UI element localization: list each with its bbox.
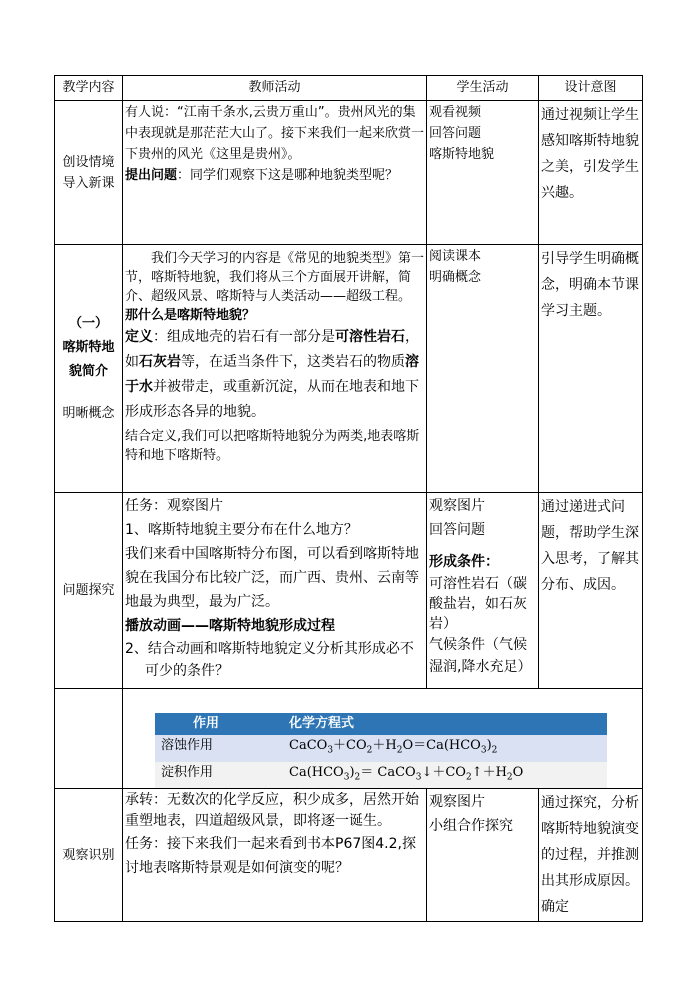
intro-student-2: 回答问题 (429, 126, 482, 141)
deposition-name: 淀积作用 (155, 762, 273, 789)
observe-student-2: 小组合作探究 (429, 818, 513, 835)
explore-student-1: 观察图片 (429, 498, 485, 514)
lesson-plan-table (54, 75, 643, 922)
row-intro (55, 101, 643, 245)
observe-design-text: 通过探究，分析喀斯特地貌演变的过程，并推测出其形成原因。确定 (541, 795, 639, 916)
concept-design-text: 引导学生明确概念，明确本节课学习主题。 (541, 251, 639, 319)
header-student: 学生活动 (427, 76, 539, 101)
observe-student-1: 观察图片 (429, 794, 485, 811)
observe-transition: 承转：无数次的化学反应，积少成多，居然开始重塑地表，四道超级风景，即将逐一诞生。 (125, 792, 419, 830)
header-content: 教学内容 (55, 76, 123, 101)
ask-question-text: ：同学们观察下这是哪种地貌类型呢？ (177, 168, 399, 183)
intro-content-cell (55, 101, 123, 245)
dissolve-in-water: 溶于水 (125, 354, 419, 395)
concept-design-cell (539, 245, 643, 493)
observe-student-cell (427, 789, 539, 922)
row-observe (55, 789, 643, 922)
concept-student-cell (427, 245, 539, 493)
intro-teacher-text: 有人说：“江南千条水,云贵万重山”。贵州风光的集中表现就是那茫茫大山了。接下来我们一起来欣赏一下贵州的风光《这里是贵州》。 (125, 105, 425, 162)
soluble-rock: 可溶性岩石 (335, 329, 405, 345)
row-concept (55, 245, 643, 493)
concept-definition: 定义：组成地壳的岩石有一部分是可溶性岩石，如石灰岩等，在适当条件下，这类岩石的物质溶于水并被带走，或重新沉淀，从而在地表和地下形成形态各异的地貌。 (125, 329, 419, 420)
concept-teacher-cell (123, 245, 427, 493)
formation-conditions-label: 形成条件： (429, 554, 499, 570)
concept-content-line4: 明晰概念 (62, 405, 115, 421)
observe-content-cell (55, 789, 123, 922)
observe-teacher-cell (123, 789, 427, 922)
explore-animation: 播放动画——喀斯特地貌形成过程 (125, 618, 335, 634)
concept-content-line3: 貌简介 (68, 363, 108, 379)
row-explore (55, 493, 643, 689)
intro-student-1: 观看视频 (429, 105, 482, 120)
intro-content-line2: 导入新课 (62, 175, 115, 191)
row-equations (55, 689, 643, 789)
equations-cell (123, 689, 643, 789)
concept-student-2: 明确概念 (429, 270, 482, 285)
equation-header-row (155, 713, 607, 735)
explore-teacher-cell (123, 493, 427, 689)
observe-task: 任务：接下来我们一起来看到书本P67图4.2,探讨地表喀斯特景观是如何演变的呢？ (125, 836, 416, 877)
observe-design-cell (539, 789, 643, 922)
observe-content: 观察识别 (62, 847, 115, 863)
concept-content-line1: （一） (68, 315, 108, 331)
explore-question-2: 2、结合动画和喀斯特地貌定义分析其形成必不可少的条件？ (125, 641, 414, 679)
intro-teacher-cell (123, 101, 427, 245)
header-teacher: 教师活动 (123, 76, 427, 101)
equation-row-dissolution (155, 735, 607, 762)
explore-distribution: 我们来看中国喀斯特分布图，可以看到喀斯特地貌在我国分布比较广泛，而广西、贵州、云南等地最为典型，最为广泛。 (125, 546, 419, 610)
equation-head-action: 作用 (155, 713, 273, 735)
explore-design-text: 通过递进式问题，帮助学生深入思考，了解其分布、成因。 (541, 499, 639, 593)
header-row (55, 76, 643, 101)
header-design: 设计意图 (539, 76, 643, 101)
concept-teacher-question: 那什么是喀斯特地貌？ (125, 308, 256, 323)
intro-student-cell (427, 101, 539, 245)
equation-head-formula: 化学方程式 (273, 713, 607, 735)
concept-content-line2: 喀斯特地 (62, 339, 115, 355)
concept-teacher-summary: 结合定义,我们可以把喀斯特地貌分为两类,地表喀斯特和地下喀斯特。 (125, 429, 420, 463)
ask-question-label: 提出问题 (125, 168, 178, 183)
limestone: 石灰岩 (139, 354, 181, 370)
concept-content-cell (55, 245, 123, 493)
intro-teacher-question (125, 165, 424, 186)
intro-design-cell (539, 101, 643, 245)
intro-student-3: 喀斯特地貌 (429, 147, 495, 162)
dissolution-formula: $CaCO_3+CO_2+H_2O=Ca(HCO_3)_2$ (273, 735, 607, 762)
explore-student-2: 回答问题 (429, 522, 485, 538)
formation-condition-1: 可溶性岩石（碳酸盐岩，如石灰岩） (429, 576, 527, 632)
concept-student-1: 阅读课本 (429, 249, 482, 264)
explore-question-1: 1、喀斯特地貌主要分布在什么地方？ (125, 522, 358, 538)
equations-content-cell (55, 689, 123, 789)
explore-content-cell (55, 493, 123, 689)
explore-student-cell (427, 493, 539, 689)
explore-content: 问题探究 (62, 583, 115, 598)
dissolution-name: 溶蚀作用 (155, 735, 273, 762)
equation-row-deposition (155, 762, 607, 789)
intro-design-text: 通过视频让学生感知喀斯特地貌之美，引发学生兴趣。 (541, 107, 639, 201)
explore-task: 任务：观察图片 (125, 498, 223, 514)
formation-condition-2: 气候条件（气候湿润,降水充足） (429, 637, 532, 675)
explore-design-cell (539, 493, 643, 689)
deposition-formula: $Ca(HCO_3)_2=$ $CaCO_3↓+CO_2↑+H_2O$ (273, 762, 607, 789)
concept-teacher-intro: 我们今天学习的内容是《常见的地貌类型》第一节，喀斯特地貌，我们将从三个方面展开讲解，简介、超级风景、喀斯特与人类活动——超级工程。 (125, 251, 425, 304)
equation-table (155, 713, 607, 788)
intro-content-line1: 创设情境 (62, 154, 115, 170)
definition-label: 定义 (125, 329, 153, 345)
